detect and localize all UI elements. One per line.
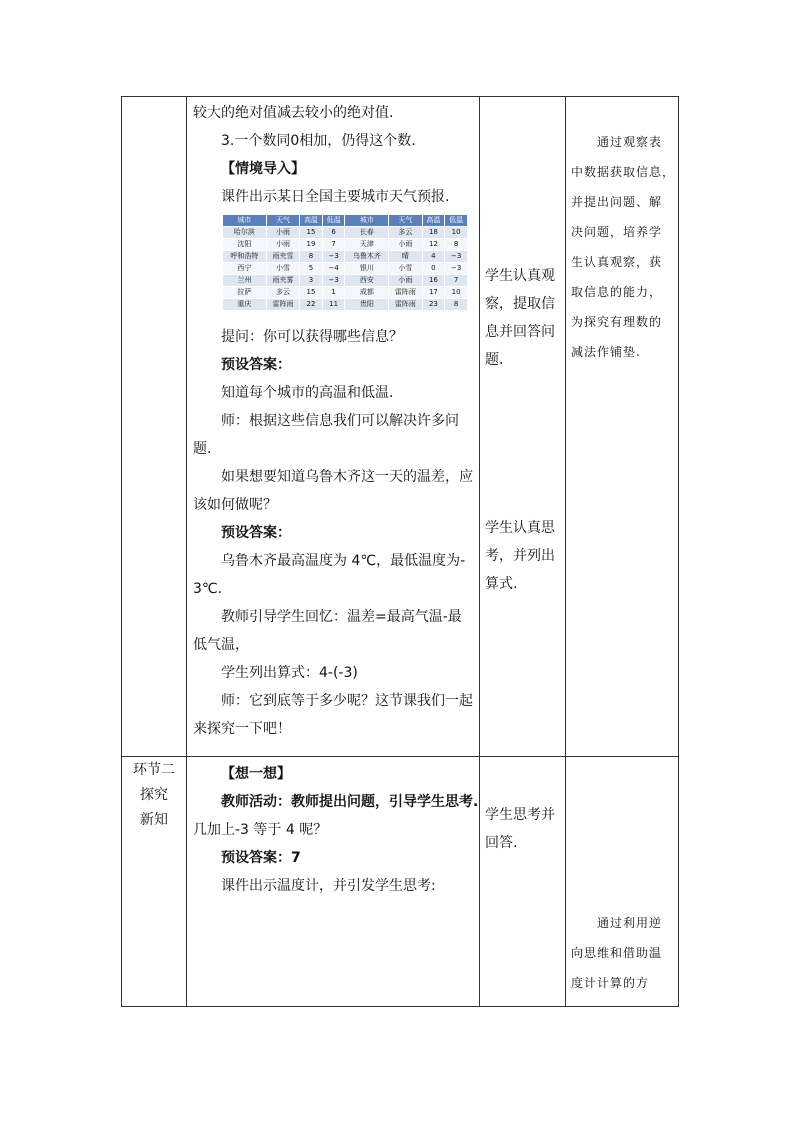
question-line: 提问：你可以获得哪些信息？ xyxy=(221,329,403,345)
table-border-bottom xyxy=(121,1006,679,1007)
table-border-right xyxy=(678,96,679,1007)
weather-cell: 多云 xyxy=(389,227,422,239)
content-line: 3℃. xyxy=(193,581,223,597)
section-heading: 【想一想】 xyxy=(221,766,291,782)
weather-cell: 成都 xyxy=(345,287,389,299)
weather-cell: 晴 xyxy=(389,251,422,263)
content-line: 几加上-3 等于 4 呢？ xyxy=(193,822,328,838)
stage-line: 探究 xyxy=(140,787,168,803)
activity-line: 息并回答问 xyxy=(485,324,555,340)
weather-cell: 天津 xyxy=(345,239,389,251)
weather-cell: 10 xyxy=(445,227,468,239)
weather-cell: 小雪 xyxy=(266,263,299,275)
content-line: 知道每个城市的高温和低温. xyxy=(221,385,394,401)
section-heading: 【情境导入】 xyxy=(221,161,305,177)
design-intent-1 xyxy=(571,127,677,367)
weather-cell: −4 xyxy=(322,263,345,275)
intent-line: 通过利用逆 xyxy=(597,916,663,930)
weather-cell: 15 xyxy=(300,227,323,239)
weather-row xyxy=(223,251,468,263)
weather-cell: 4 xyxy=(422,251,445,263)
activity-line: 算式. xyxy=(485,576,518,592)
activity-line: 学生认真思 xyxy=(485,520,555,536)
content-line: 如果想要知道乌鲁木齐这一天的温差，应 xyxy=(221,469,473,485)
weather-cell: 16 xyxy=(422,275,445,287)
weather-cell: 长春 xyxy=(345,227,389,239)
teaching-content-row2 xyxy=(193,760,483,900)
student-activity-3 xyxy=(485,801,563,857)
teaching-content-row1-cont xyxy=(193,323,477,743)
intent-line: 并提出问题、解 xyxy=(571,195,663,209)
content-line: 学生列出算式：4-(-3) xyxy=(221,665,358,681)
weather-cell: 17 xyxy=(422,287,445,299)
content-line xyxy=(193,788,483,816)
weather-cell: 8 xyxy=(300,251,323,263)
content-line: 师：根据这些信息我们可以解决许多问 xyxy=(221,413,459,429)
intent-line: 度计计算的方 xyxy=(571,976,650,990)
weather-cell: 3 xyxy=(300,275,323,287)
weather-header-cell: 高温 xyxy=(422,215,445,227)
content-line: 课件出示温度计，并引发学生思考: xyxy=(221,878,436,894)
weather-cell: 小雪 xyxy=(389,263,422,275)
weather-cell: 拉萨 xyxy=(223,287,267,299)
weather-header-row xyxy=(223,215,468,227)
intent-line: 通过观察表 xyxy=(597,135,663,149)
weather-cell: 哈尔滨 xyxy=(223,227,267,239)
weather-cell: 西安 xyxy=(345,275,389,287)
weather-cell: −3 xyxy=(322,275,345,287)
weather-cell: 重庆 xyxy=(223,299,267,311)
weather-cell: 沈阳 xyxy=(223,239,267,251)
weather-cell: 8 xyxy=(445,239,468,251)
student-activity-2 xyxy=(485,514,563,598)
weather-cell: 银川 xyxy=(345,263,389,275)
weather-cell: 雨夹雾 xyxy=(266,275,299,287)
design-intent-2 xyxy=(571,908,677,998)
weather-cell: 23 xyxy=(422,299,445,311)
activity-line: 回答. xyxy=(485,835,518,851)
teacher-activity-line: 教师活动：教师提出问题，引导学生思考. xyxy=(221,794,479,810)
content-line: 低气温， xyxy=(193,637,249,653)
weather-cell: 小雨 xyxy=(389,239,422,251)
weather-cell: 8 xyxy=(445,299,468,311)
table-border-left xyxy=(121,96,122,1007)
weather-cell: 10 xyxy=(445,287,468,299)
weather-header-cell: 城市 xyxy=(345,215,389,227)
weather-cell: 5 xyxy=(300,263,323,275)
weather-cell: 乌鲁木齐 xyxy=(345,251,389,263)
weather-row xyxy=(223,299,468,311)
weather-cell: 贵阳 xyxy=(345,299,389,311)
weather-header-cell: 低温 xyxy=(322,215,345,227)
weather-cell: −3 xyxy=(445,263,468,275)
weather-header-cell: 天气 xyxy=(266,215,299,227)
weather-cell: 雷阵雨 xyxy=(266,299,299,311)
weather-cell: 0 xyxy=(422,263,445,275)
answer-label: 预设答案： xyxy=(221,525,291,541)
activity-line: 察，提取信 xyxy=(485,296,555,312)
col-divider-3 xyxy=(565,96,566,1007)
teaching-content-row1 xyxy=(193,99,477,211)
weather-cell: 22 xyxy=(300,299,323,311)
weather-row xyxy=(223,239,468,251)
weather-cell: 19 xyxy=(300,239,323,251)
weather-cell: 12 xyxy=(422,239,445,251)
intent-line: 决问题，培养学 xyxy=(571,225,663,239)
intent-line: 为探究有理数的 xyxy=(571,315,663,329)
weather-cell: 6 xyxy=(322,227,345,239)
weather-cell: 呼和浩特 xyxy=(223,251,267,263)
content-line: 题. xyxy=(193,441,212,457)
content-line: 3.一个数同0相加，仍得这个数. xyxy=(221,133,416,149)
weather-cell: 小雨 xyxy=(389,275,422,287)
weather-cell: 7 xyxy=(322,239,345,251)
answer-line: 预设答案：7 xyxy=(221,850,301,866)
weather-header-cell: 城市 xyxy=(223,215,267,227)
weather-cell: 15 xyxy=(300,287,323,299)
weather-cell: 18 xyxy=(422,227,445,239)
stage-label xyxy=(122,758,186,833)
content-line: 该如何做呢？ xyxy=(193,497,277,513)
weather-header-cell: 低温 xyxy=(445,215,468,227)
student-activity-1 xyxy=(485,262,563,374)
weather-cell: 小雨 xyxy=(266,239,299,251)
content-line: 乌鲁木齐最高温度为 4℃，最低温度为- xyxy=(221,553,466,569)
activity-line: 学生思考并 xyxy=(485,807,555,823)
activity-line: 学生认真观 xyxy=(485,268,555,284)
stage-line: 新知 xyxy=(140,812,168,828)
weather-row xyxy=(223,263,468,275)
weather-cell: −3 xyxy=(322,251,345,263)
weather-cell: 兰州 xyxy=(223,275,267,287)
weather-cell: 11 xyxy=(322,299,345,311)
col-divider-1 xyxy=(186,96,187,1007)
answer-label: 预设答案： xyxy=(221,357,291,373)
weather-cell: 西宁 xyxy=(223,263,267,275)
content-line: 师：它到底等于多少呢？这节课我们一起 xyxy=(221,693,473,709)
weather-header-cell: 高温 xyxy=(300,215,323,227)
weather-cell: 多云 xyxy=(266,287,299,299)
weather-row xyxy=(223,275,468,287)
intent-line: 生认真观察，获 xyxy=(571,255,663,269)
content-line: 较大的绝对值减去较小的绝对值. xyxy=(193,105,394,121)
weather-header-cell: 天气 xyxy=(389,215,422,227)
content-line: 教师引导学生回忆：温差=最高气温-最 xyxy=(221,609,462,625)
intent-line: 取信息的能力， xyxy=(571,285,663,299)
stage-line: 环节二 xyxy=(133,762,175,778)
weather-row xyxy=(223,287,468,299)
row-divider xyxy=(121,756,679,757)
intent-line: 减法作铺垫. xyxy=(571,345,641,359)
weather-cell: −3 xyxy=(445,251,468,263)
weather-cell: 雷阵雨 xyxy=(389,287,422,299)
content-line: 课件出示某日全国主要城市天气预报. xyxy=(221,189,450,205)
weather-cell: 雷阵雨 xyxy=(389,299,422,311)
weather-row xyxy=(223,227,468,239)
table-border-top xyxy=(121,96,679,97)
activity-line: 考，并列出 xyxy=(485,548,555,564)
weather-forecast-table xyxy=(222,214,468,311)
weather-cell: 7 xyxy=(445,275,468,287)
activity-line: 题. xyxy=(485,352,504,368)
intent-line: 中数据获取信息， xyxy=(571,165,676,179)
weather-cell: 雨夹雪 xyxy=(266,251,299,263)
intent-line: 向思维和借助温 xyxy=(571,946,663,960)
weather-cell: 1 xyxy=(322,287,345,299)
weather-cell: 小雨 xyxy=(266,227,299,239)
content-line: 来探究一下吧！ xyxy=(193,721,291,737)
